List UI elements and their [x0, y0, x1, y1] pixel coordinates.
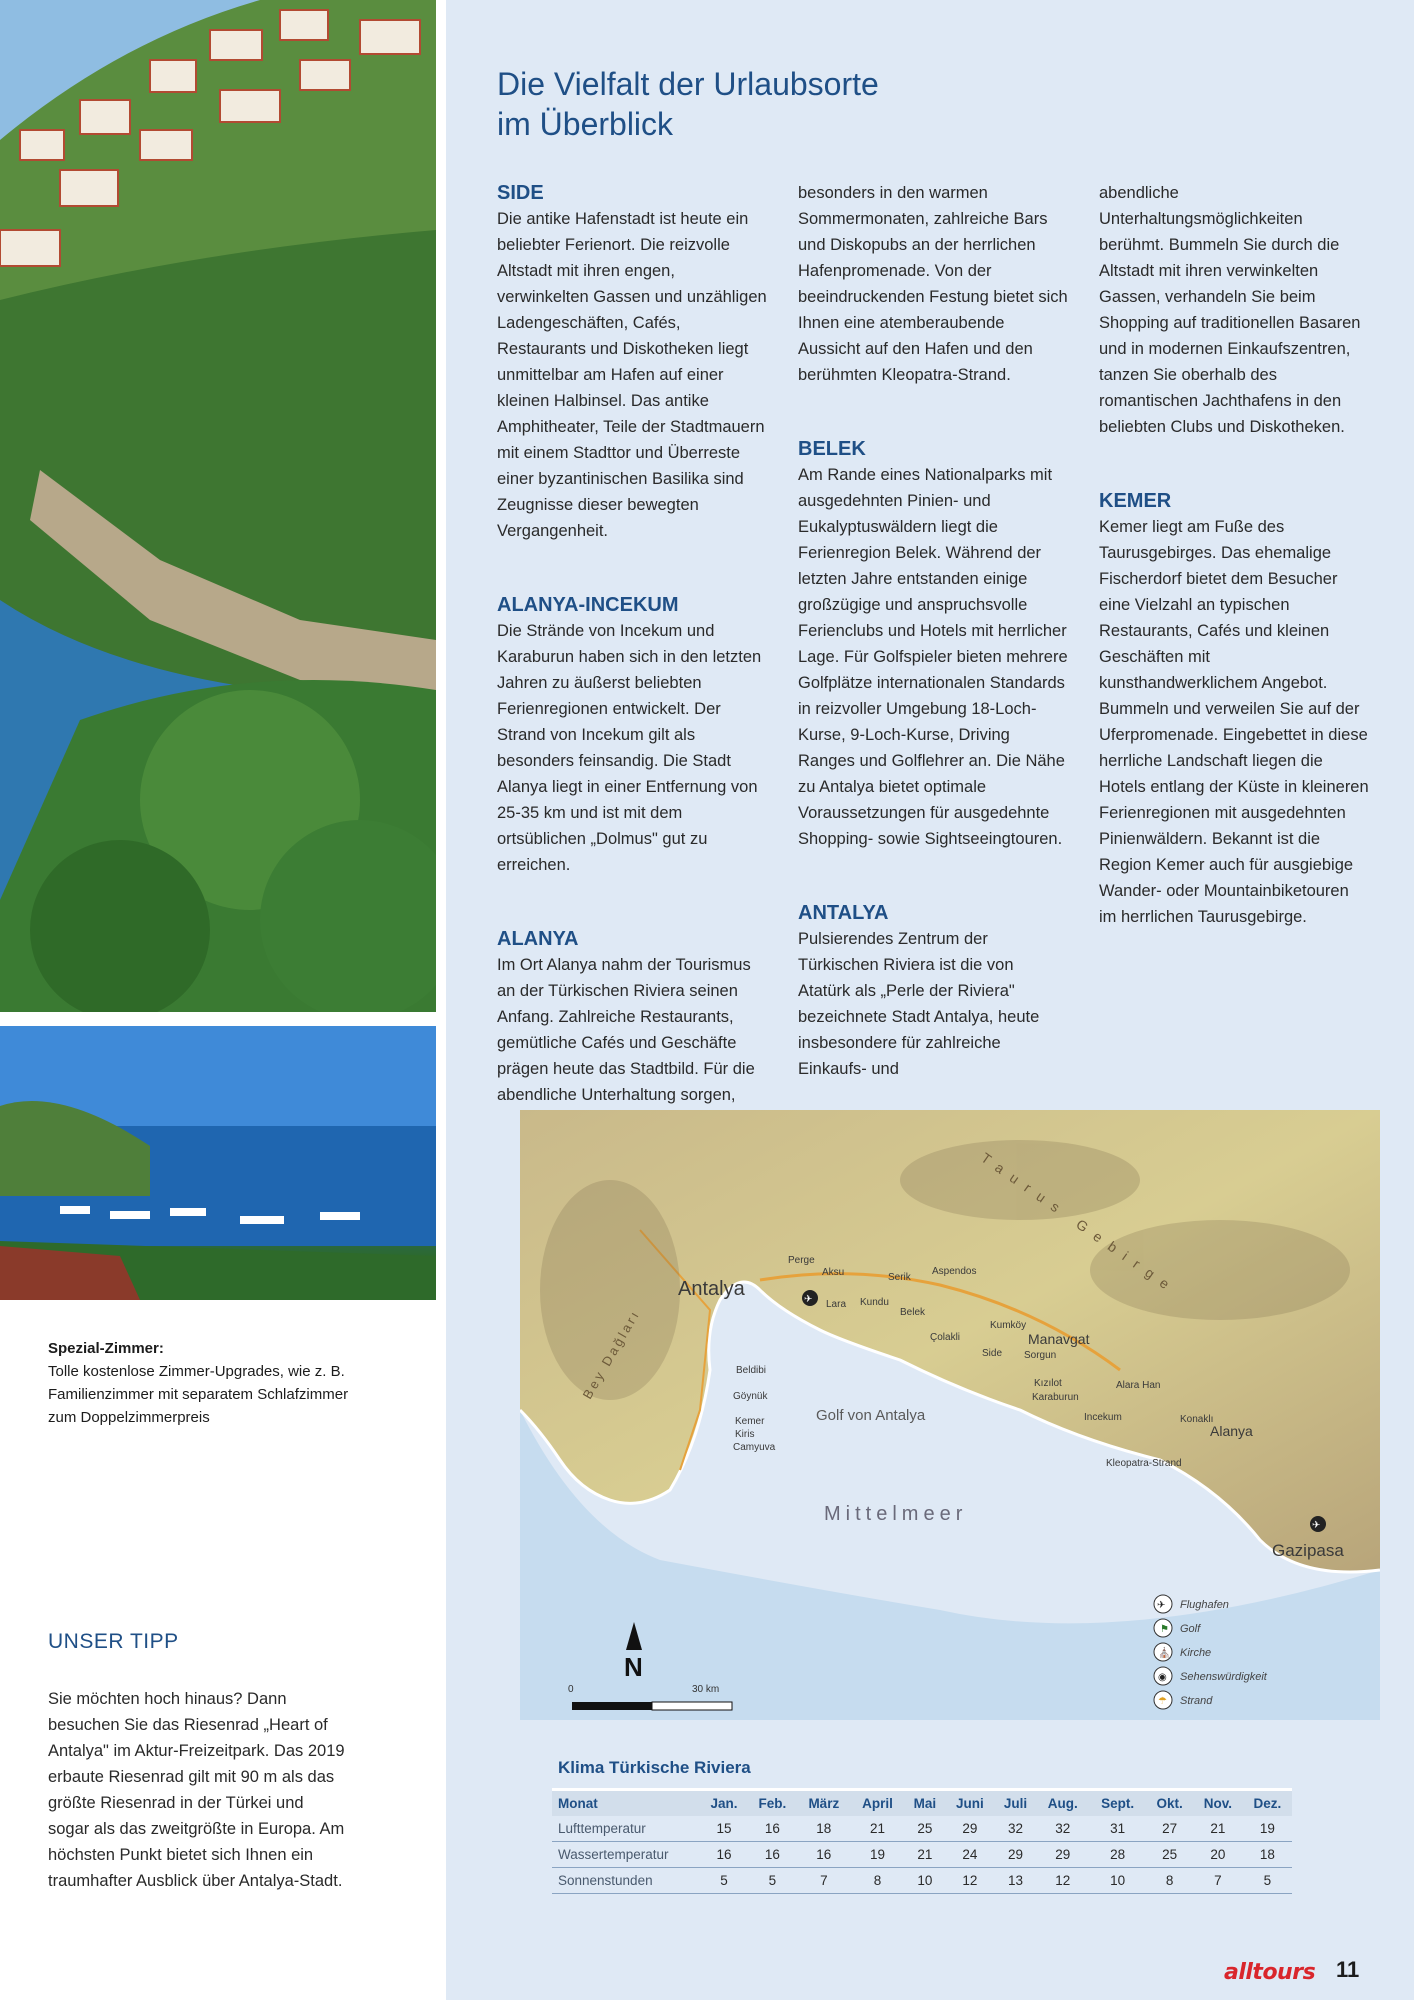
north-label: N	[624, 1652, 643, 1682]
section-text-kemer: Kemer liegt am Fuße des Taurusgebirges. Das ehemalige Fischerdorf bietet dem Besucher eine Vielzahl an typischen Restaurants, Cafés und kleinen Geschäften mit kunsthandwerklichem Angebot. Bummeln und verweilen Sie auf der Uferpromenade. Eingebettet in diese herrliche Landschaft liegen die Hotels entlang der Küste in kleineren Ferienregionen mit ausgedehnten Pinienwäldern. Bekannt ist die Region Kemer auch für ausgiebige Wander- oder Mountainbiketouren im herrlichen Taurusgebirge.	[1099, 518, 1369, 926]
table-cell: 16	[748, 1816, 797, 1842]
map-label-bey: Bey Dağları	[579, 1306, 644, 1402]
climate-header-cell: Sept.	[1089, 1790, 1146, 1817]
map-label-perge: Perge	[788, 1255, 815, 1266]
section-heading-side: SIDE	[497, 182, 544, 204]
section-text-antalya-continued: abendliche Unterhaltungsmöglichkeiten berühmt. Bummeln Sie durch die Altstadt mit ihren verwinkelten Gassen, verhandeln Sie beim Shopping auf traditionellen Basaren und in modernen Einkaufszentren, tanzen Sie oberhalb des romantischen Jachthafens in den beliebten Clubs und Diskotheken.	[1099, 184, 1361, 436]
climate-header-row	[552, 1790, 1292, 1817]
table-row	[552, 1842, 1292, 1868]
table-cell: 25	[904, 1816, 945, 1842]
table-cell: 16	[700, 1842, 748, 1868]
table-cell: 18	[797, 1816, 851, 1842]
table-cell: 12	[945, 1868, 994, 1894]
table-cell: 19	[1243, 1816, 1292, 1842]
table-cell: 8	[851, 1868, 905, 1894]
map-label-aspendos: Aspendos	[932, 1266, 977, 1277]
airport-icon: ✈	[1157, 1600, 1166, 1611]
map-label-konakli: Konaklı	[1180, 1414, 1214, 1425]
section-text-alanya-incekum: Die Strände von Incekum und Karaburun haben sich in den letzten Jahren zu äußerst beliebten Ferienregionen entwickelt. Der Strand von Incekum gilt als besonders feinsandig. Die Stadt Alanya liegt in einer Entfernung von 25-35 km und ist mit dem ortsüblichen „Dolmus" gut zu erreichen.	[497, 622, 762, 874]
table-cell: 10	[1089, 1868, 1146, 1894]
map-label-side: Side	[982, 1348, 1003, 1359]
table-cell: 32	[994, 1816, 1036, 1842]
table-cell: 5	[700, 1868, 748, 1894]
table-cell: 29	[945, 1816, 994, 1842]
section-heading-kemer: KEMER	[1099, 490, 1172, 512]
svg-text:✈: ✈	[1312, 1520, 1321, 1531]
table-cell: 15	[700, 1816, 748, 1842]
table-cell: 24	[945, 1842, 994, 1868]
spezial-zimmer-text: Tolle kostenlose Zimmer-Upgrades, wie z. B. Familienzimmer mit separatem Schlafzimmer zum Doppelzimmerpreis	[48, 1363, 349, 1426]
table-row	[552, 1816, 1292, 1842]
left-column	[0, 0, 446, 2000]
church-icon: ⛪	[1158, 1648, 1171, 1659]
photo-alanya-castle-graphic	[0, 0, 436, 1012]
table-cell: 7	[797, 1868, 851, 1894]
map-label-camyuva: Camyuva	[733, 1442, 776, 1453]
table-cell: 8	[1146, 1868, 1193, 1894]
page-number: 11	[1336, 1957, 1360, 1982]
climate-header-cell: Mai	[904, 1790, 945, 1817]
map-label-aksu: Aksu	[822, 1267, 845, 1278]
section-heading-antalya: ANTALYA	[798, 902, 889, 924]
climate-table	[552, 1788, 1292, 1894]
table-cell: 27	[1146, 1816, 1193, 1842]
map-label-beldibi: Beldibi	[736, 1365, 767, 1376]
section-text-belek: Am Rande eines Nationalparks mit ausgedehnten Pinien- und Eukalyptuswäldern liegt die Ferienregion Belek. Während der letzten Jahre entstanden einige großzügige und anspruchsvolle Ferienclubs und Hotels mit herrlicher Lage. Für Golfspieler bieten mehrere Golfplätze internationalen Standards in reizvoller Umgebung 18-Loch-Kurse, 9-Loch-Kurse, Driving Ranges und Golflehrer an. Die Nähe zu Antalya bietet optimale Voraussetzungen für ausgedehnte Shopping- sowie Sightseeingtouren.	[798, 466, 1068, 848]
map-label-alara-han: Alara Han	[1116, 1380, 1161, 1391]
text-column-2	[798, 180, 1068, 1082]
map-label-manavgat: Manavgat	[1028, 1331, 1090, 1347]
table-cell: 25	[1146, 1842, 1193, 1868]
region-map	[520, 1110, 1380, 1720]
table-cell: 20	[1193, 1842, 1243, 1868]
map-label-taurus: Taurus Gebirge	[978, 1149, 1181, 1298]
map-label-serik: Serik	[888, 1272, 911, 1283]
table-cell: 21	[904, 1842, 945, 1868]
section-heading-belek: BELEK	[798, 438, 866, 460]
spezial-zimmer-title: Spezial-Zimmer:	[48, 1340, 164, 1357]
climate-header-cell: Monat	[552, 1790, 700, 1817]
text-column-3	[1099, 180, 1369, 930]
svg-text:✈: ✈	[804, 1294, 813, 1305]
climate-header-cell: Okt.	[1146, 1790, 1193, 1817]
table-cell: 16	[797, 1842, 851, 1868]
map-label-kizilot: Kızılot	[1034, 1378, 1062, 1389]
page-title	[497, 64, 1017, 144]
climate-header-cell: April	[851, 1790, 905, 1817]
row-label: Sonnenstunden	[552, 1868, 700, 1894]
brand-logo: alltours	[1224, 1960, 1316, 1985]
row-label: Lufttemperatur	[552, 1816, 700, 1842]
climate-header-cell: Nov.	[1193, 1790, 1243, 1817]
scale-end: 30 km	[692, 1684, 720, 1695]
photo-antalya-harbour	[0, 1026, 436, 1300]
map-label-colakli: Çolakli	[930, 1332, 961, 1343]
map-label-gazipasa: Gazipasa	[1272, 1541, 1344, 1560]
map-label-alanya: Alanya	[1210, 1423, 1253, 1439]
climate-header-cell: Feb.	[748, 1790, 797, 1817]
text-column-1	[497, 180, 767, 1108]
airport-icon	[802, 1290, 818, 1306]
map-label-karaburun: Karaburun	[1032, 1392, 1079, 1403]
table-cell: 16	[748, 1842, 797, 1868]
climate-header-cell: Juni	[945, 1790, 994, 1817]
table-cell: 21	[851, 1816, 905, 1842]
section-text-alanya-continued: besonders in den warmen Sommermonaten, zahlreiche Bars und Diskopubs an der herrlichen Hafenpromenade. Von der beeindruckenden Festung bietet sich Ihnen eine atemberaubende Aussicht auf den Hafen und den berühmten Kleopatra-Strand.	[798, 184, 1068, 384]
map-label-goynuk: Göynük	[733, 1391, 768, 1402]
table-cell: 5	[748, 1868, 797, 1894]
climate-header-cell: Juli	[994, 1790, 1036, 1817]
legend-label-sight: Sehenswürdigkeit	[1180, 1671, 1267, 1683]
map-label-antalya: Antalya	[678, 1278, 745, 1300]
climate-header-cell: Dez.	[1243, 1790, 1292, 1817]
scale-start: 0	[568, 1684, 574, 1695]
map-label-incekum: Incekum	[1084, 1412, 1122, 1423]
table-cell: 18	[1243, 1842, 1292, 1868]
legend-label-beach: Strand	[1180, 1695, 1213, 1707]
spezial-zimmer-note	[48, 1337, 358, 1429]
climate-header-cell: Jan.	[700, 1790, 748, 1817]
table-cell: 5	[1243, 1868, 1292, 1894]
region-map-graphic	[520, 1110, 1380, 1720]
table-cell: 19	[851, 1842, 905, 1868]
sight-icon: ◉	[1158, 1672, 1167, 1683]
legend-label-golf: Golf	[1180, 1623, 1201, 1635]
tipp-text: Sie möchten hoch hinaus? Dann besuchen Sie das Riesenrad „Heart of Antalya" im Aktur-Freizeitpark. Das 2019 erbaute Riesenrad gilt mit 90 m als das größte Riesenrad in der Türkei und sogar als das zweitgrößte in Europa. Am höchsten Punkt bietet sich Ihnen ein traumhafter Ausblick über Antalya-Stadt.	[48, 1690, 345, 1890]
map-label-kiris: Kiris	[735, 1429, 755, 1440]
table-cell: 32	[1037, 1816, 1090, 1842]
map-label-belek: Belek	[900, 1307, 926, 1318]
section-text-antalya: Pulsierendes Zentrum der Türkischen Riviera ist die von Atatürk als „Perle der Riviera" bezeichnete Stadt Antalya, heute insbesondere für zahlreiche Einkaufs- und	[798, 930, 1040, 1078]
map-label-lara: Lara	[826, 1299, 847, 1310]
beach-icon: ☂	[1158, 1696, 1167, 1707]
map-label-golf: Golf von Antalya	[816, 1407, 926, 1424]
table-cell: 21	[1193, 1816, 1243, 1842]
table-cell: 7	[1193, 1868, 1243, 1894]
map-label-kundu: Kundu	[860, 1297, 889, 1308]
map-label-kemer: Kemer	[735, 1416, 765, 1427]
map-label-kleopatra: Kleopatra-Strand	[1106, 1458, 1182, 1469]
map-label-kumkoy: Kumköy	[990, 1320, 1027, 1331]
climate-title: Klima Türkische Riviera	[558, 1758, 751, 1777]
map-label-mittelmeer: Mittelmeer	[824, 1503, 968, 1525]
row-label: Wassertemperatur	[552, 1842, 700, 1868]
legend-label-airport: Flughafen	[1180, 1599, 1229, 1611]
section-heading-alanya-incekum: ALANYA-INCEKUM	[497, 594, 679, 616]
climate-header-cell: Aug.	[1037, 1790, 1090, 1817]
table-cell: 28	[1089, 1842, 1146, 1868]
golf-icon: ⚑	[1160, 1624, 1169, 1635]
climate-table-block	[552, 1758, 1292, 1894]
table-cell: 29	[994, 1842, 1036, 1868]
table-cell: 12	[1037, 1868, 1090, 1894]
map-label-sorgun: Sorgun	[1024, 1350, 1057, 1361]
page-title-line-2: im Überblick	[497, 106, 674, 142]
table-cell: 10	[904, 1868, 945, 1894]
table-cell: 31	[1089, 1816, 1146, 1842]
photo-alanya-castle	[0, 0, 436, 1012]
table-cell: 29	[1037, 1842, 1090, 1868]
photo-antalya-harbour-graphic	[0, 1026, 436, 1300]
airport-icon	[1310, 1516, 1326, 1532]
section-heading-alanya: ALANYA	[497, 928, 579, 950]
page-title-line-1: Die Vielfalt der Urlaubsorte	[497, 66, 879, 102]
tipp-heading: UNSER TIPP	[48, 1630, 179, 1653]
section-text-alanya: Im Ort Alanya nahm der Tourismus an der Türkischen Riviera seinen Anfang. Zahlreiche Restaurants, gemütliche Cafés und Geschäfte prägen heute das Stadtbild. Für die abendliche Unterhaltung sorgen,	[497, 956, 755, 1104]
section-text-side: Die antike Hafenstadt ist heute ein beliebter Ferienort. Die reizvolle Altstadt mit ihren engen, verwinkelten Gassen und unzähligen Ladengeschäften, Cafés, Restaurants und Diskotheken liegt unmittelbar am Hafen auf einer kleinen Halbinsel. Das antike Amphitheater, Teile der Stadtmauern mit einem Stadttor und Überreste einer byzantinischen Basilika sind Zeugnisse dieser bewegten Vergangenheit.	[497, 210, 767, 540]
climate-header-cell: März	[797, 1790, 851, 1817]
legend-label-church: Kirche	[1180, 1647, 1212, 1659]
table-row	[552, 1868, 1292, 1894]
table-cell: 13	[994, 1868, 1036, 1894]
